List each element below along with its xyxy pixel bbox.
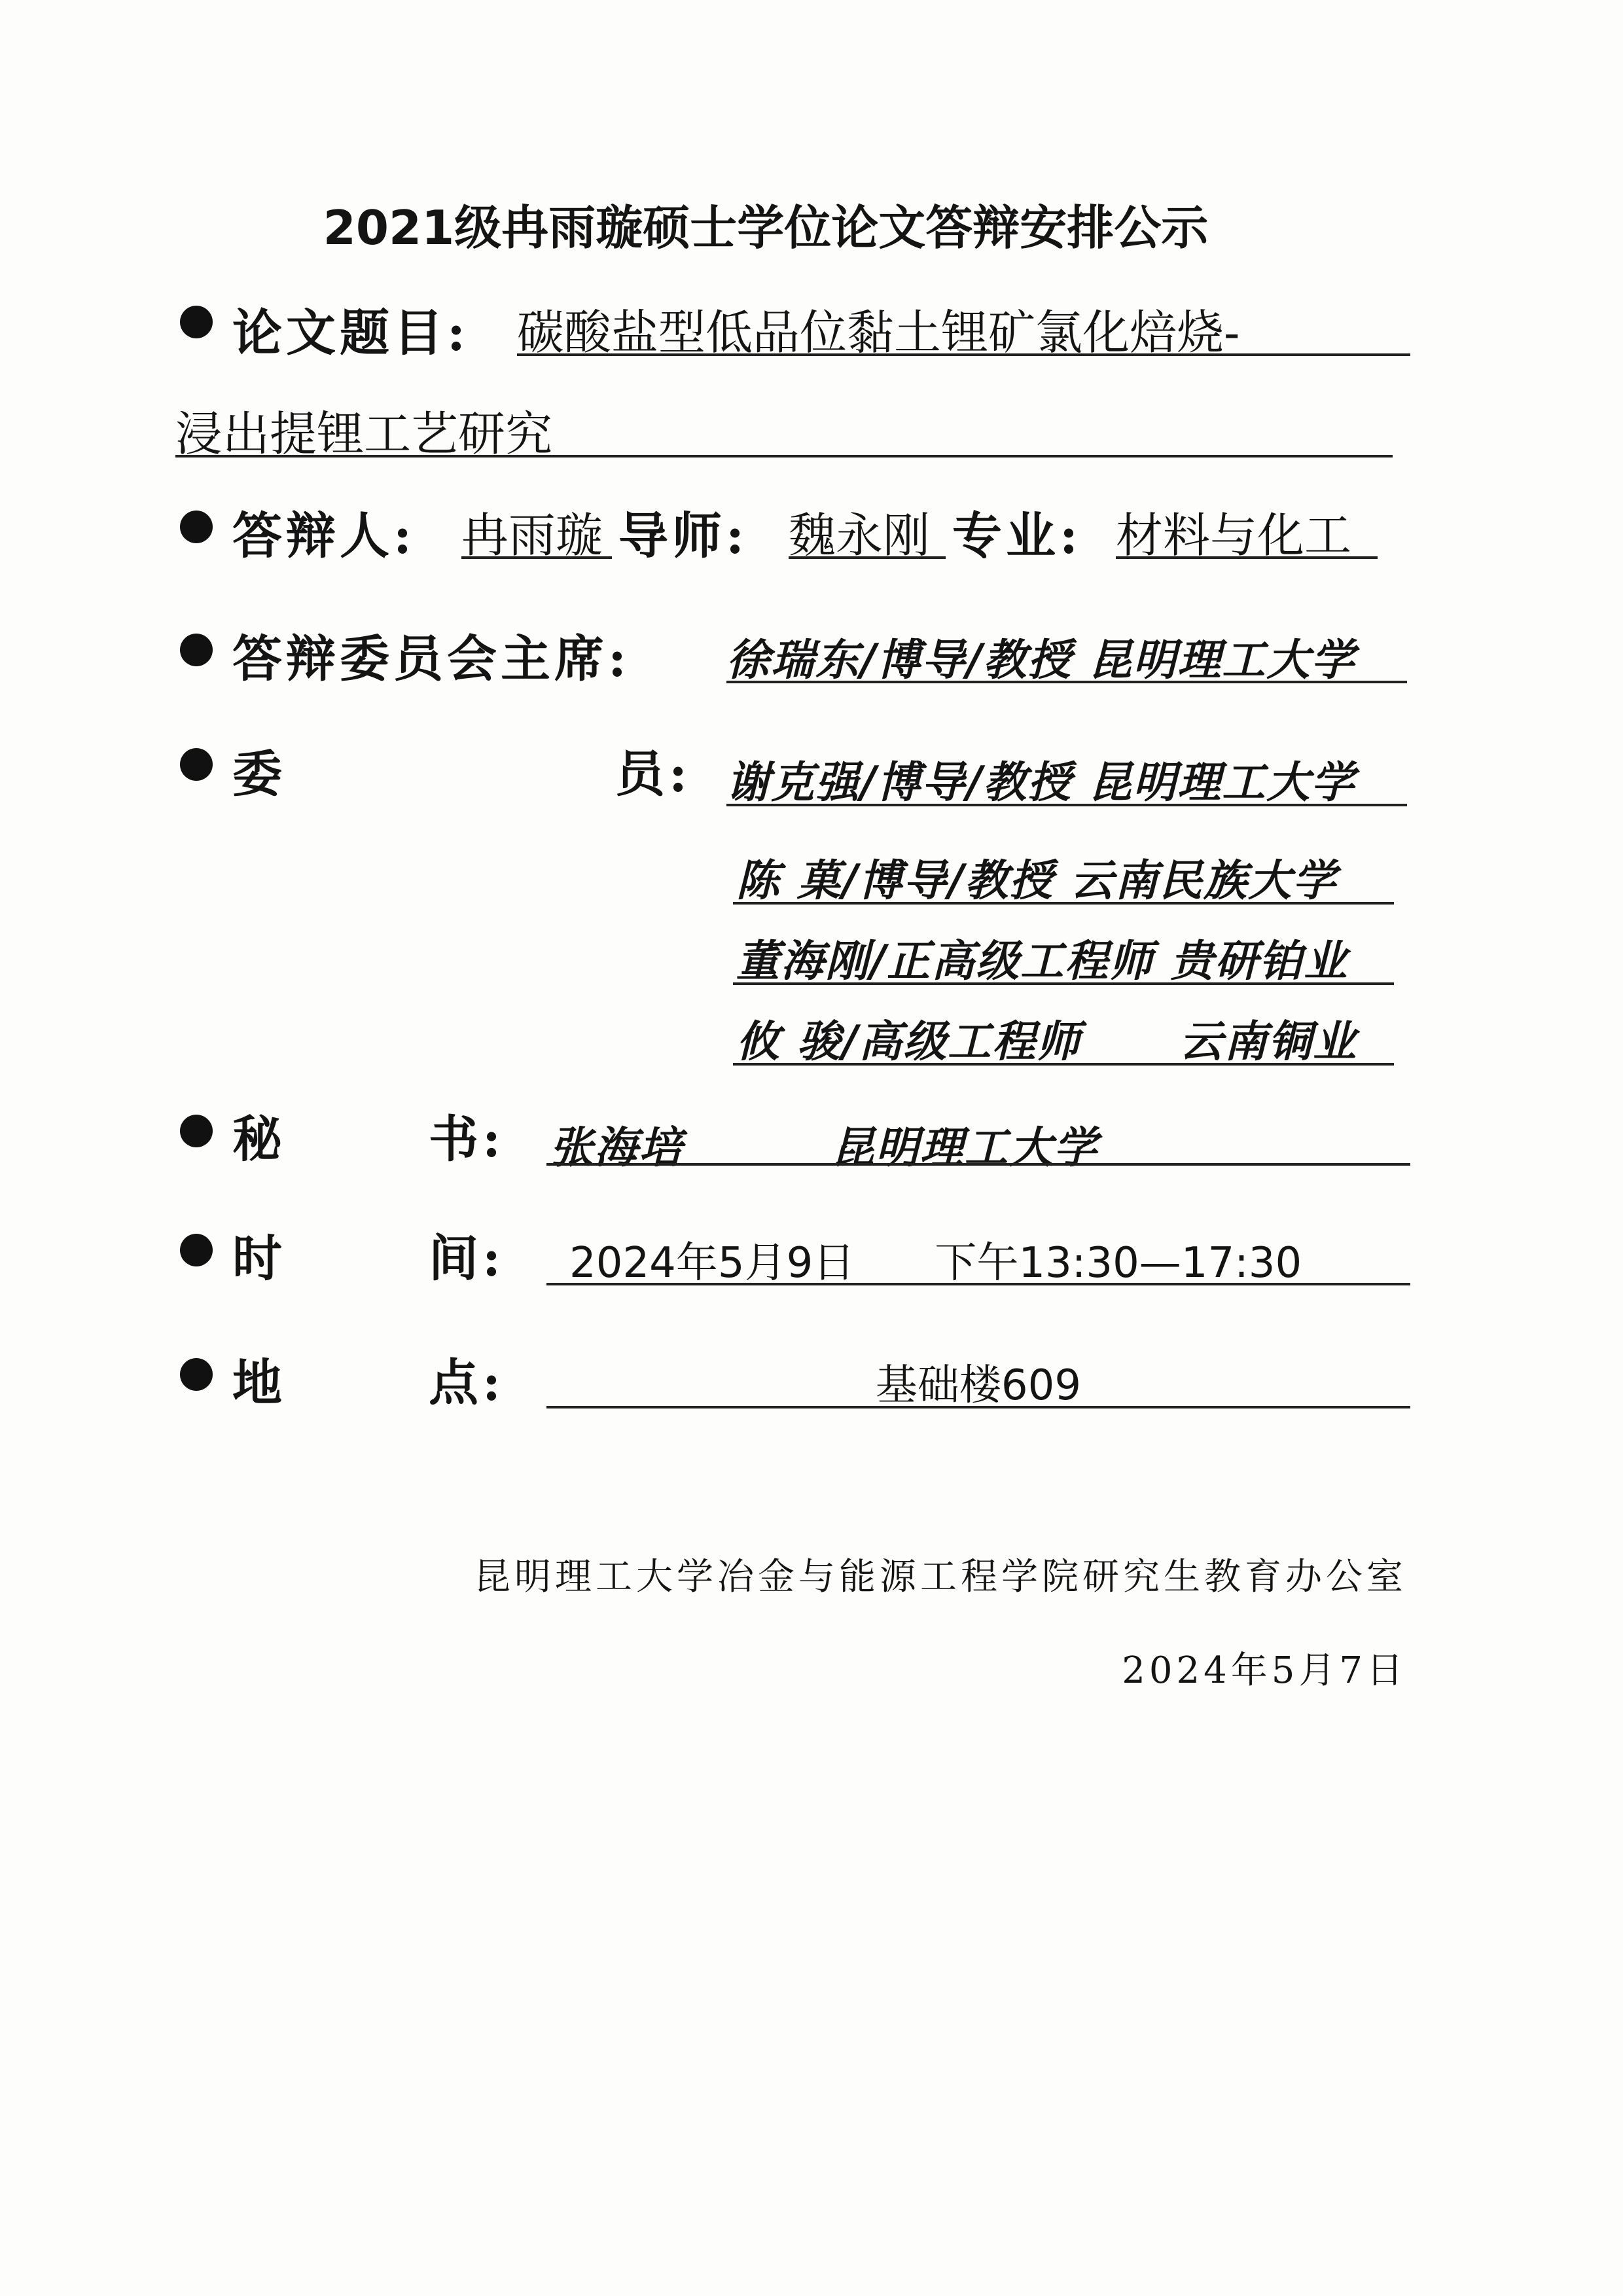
secretary-name: 张海培: [550, 1122, 683, 1173]
bullet-icon: [180, 511, 213, 543]
bullet-icon: [180, 306, 213, 338]
secretary-label-left: 秘: [232, 1110, 286, 1168]
underline: [546, 1283, 1410, 1285]
major-value: 材料与化工: [1116, 508, 1352, 563]
underline: [726, 681, 1407, 683]
members-label-right: 员:: [615, 745, 692, 803]
underline: [175, 455, 1393, 457]
members-label-left: 委: [232, 745, 286, 803]
defender-name: 冉雨璇: [461, 508, 603, 563]
bullet-icon: [180, 634, 213, 666]
secretary-label-right: 书:: [429, 1110, 505, 1168]
major-label: 专业:: [952, 507, 1082, 565]
defender-label: 答辩人:: [232, 507, 416, 565]
bullet-icon: [180, 1234, 213, 1266]
thesis-label: 论文题目:: [232, 304, 470, 362]
time-label-right: 间:: [429, 1229, 505, 1287]
page-title: 2021级冉雨璇硕士学位论文答辩安排公示: [323, 200, 1209, 255]
place-label-right: 点:: [429, 1354, 505, 1412]
underline: [461, 556, 612, 559]
time-value: 2024年5月9日 下午13:30—17:30: [569, 1239, 1302, 1287]
chair-label: 答辩委员会主席:: [232, 630, 631, 688]
underline: [1116, 556, 1378, 559]
underline: [517, 353, 1410, 356]
underline: [546, 1406, 1410, 1408]
secretary-org: 昆明理工大学: [831, 1122, 1098, 1173]
thesis-title-line1: 碳酸盐型低品位黏土锂矿氯化焙烧-: [517, 305, 1240, 360]
underline: [733, 982, 1394, 985]
thesis-title-line2: 浸出提锂工艺研究: [175, 406, 553, 461]
underline: [726, 804, 1407, 806]
underline: [546, 1163, 1410, 1166]
bullet-icon: [180, 1115, 213, 1147]
underline: [733, 902, 1394, 905]
bullet-icon: [180, 748, 213, 781]
member-item: 谢克强/博导/教授 昆明理工大学: [726, 757, 1356, 808]
issuing-office: 昆明理工大学冶金与能源工程学院研究生教育办公室: [474, 1556, 1407, 1598]
time-label-left: 时: [232, 1229, 286, 1287]
member-item: 董海刚/正高级工程师 贵研铂业: [736, 935, 1349, 986]
place-label-left: 地: [232, 1354, 286, 1412]
issue-date: 2024年5月7日: [1122, 1649, 1407, 1692]
advisor-label: 导师:: [618, 507, 749, 565]
advisor-name: 魏永刚: [789, 508, 931, 563]
place-value: 基础楼609: [875, 1361, 1082, 1410]
underline: [789, 556, 946, 559]
bullet-icon: [180, 1358, 213, 1391]
member-item: 陈 菓/博导/教授 云南民族大学: [736, 855, 1338, 906]
member-item: 攸 骏/高级工程师 云南铜业: [736, 1016, 1357, 1067]
chair-value: 徐瑞东/博导/教授 昆明理工大学: [726, 634, 1356, 685]
underline: [733, 1063, 1394, 1066]
